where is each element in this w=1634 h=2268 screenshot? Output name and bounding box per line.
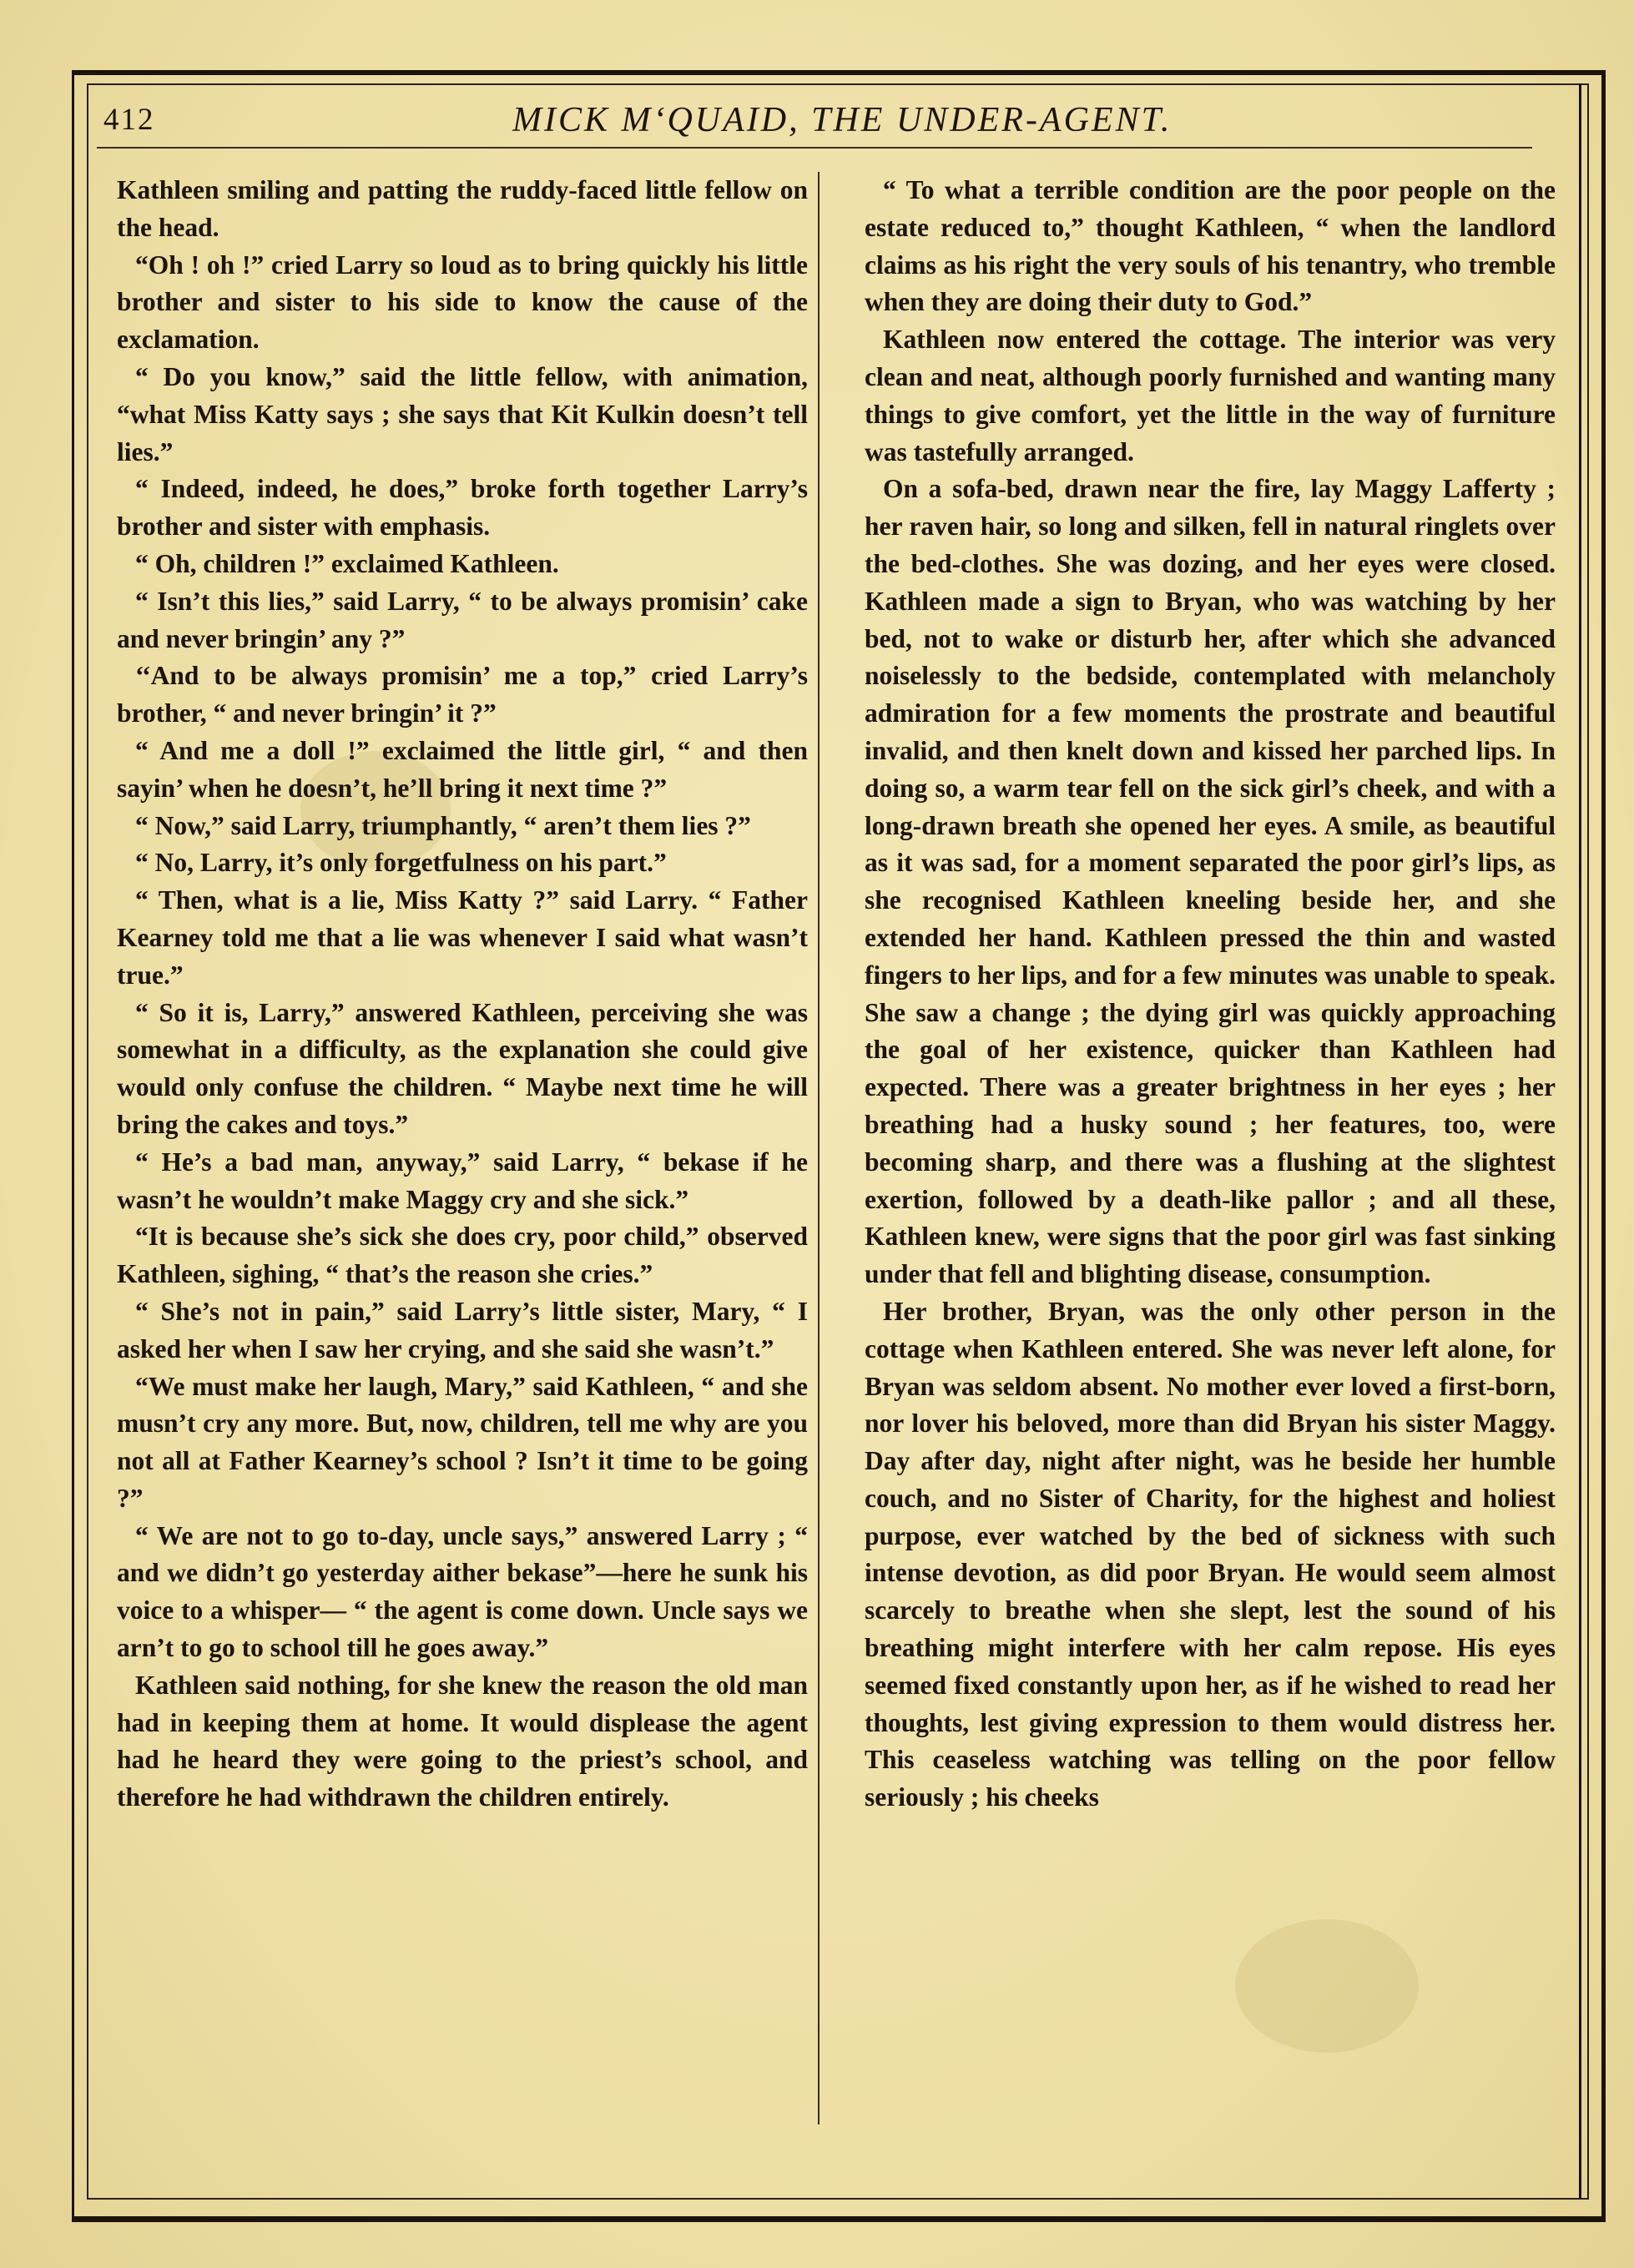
paragraph: “It is because she’s sick she does cry, poor child,” observed Kathleen, sighing, “ that’s the reason she cries.” bbox=[117, 1222, 808, 1289]
paragraph: ‘‘And to be always promisin’ me a top,” cried Larry’s brother, “ and never bringin’ it ?” bbox=[117, 661, 808, 728]
column-divider bbox=[818, 172, 820, 2124]
left-column bbox=[117, 172, 808, 1817]
paragraph: Kathleen smiling and patting the ruddy-faced little fellow on the head. bbox=[117, 175, 808, 242]
header-rule bbox=[97, 147, 1532, 149]
paragraph: “ Indeed, indeed, he does,” broke forth together Larry’s brother and sister with emphasis. bbox=[117, 474, 808, 542]
paragraph: “ Oh, children !” exclaimed Kathleen. bbox=[135, 548, 559, 578]
paragraph: “ Isn’t this lies,” said Larry, “ to be always promisin’ cake and never bringin’ any ?” bbox=[117, 586, 808, 653]
paragraph: “ He’s a bad man, anyway,” said Larry, “ bekase if he wasn’t he wouldn’t make Maggy cry and she sick.” bbox=[117, 1147, 808, 1214]
paragraph: Kathleen said nothing, for she knew the reason the old man had in keeping them at home. It would displease the agent had he heard they were going to the priest’s school, and therefore he had withdrawn the children entirely. bbox=[117, 1670, 808, 1812]
running-title: MICK M‘QUAID, THE UNDER-AGENT. bbox=[512, 101, 1173, 139]
paragraph: “ She’s not in pain,” said Larry’s little sister, Mary, “ I asked her when I saw her crying, and she said she wasn’t.” bbox=[117, 1296, 808, 1363]
paragraph: “ And me a doll !” exclaimed the little girl, “ and then sayin’ when he doesn’t, he’ll bring it next time ?” bbox=[117, 735, 808, 803]
paragraph: “ Now,” said Larry, triumphantly, “ aren’t them lies ?” bbox=[135, 810, 751, 840]
paragraph: “ Do you know,” said the little fellow, with animation, “what Miss Katty says ; she says that Kit Kulkin doesn’t tell lies.” bbox=[117, 361, 808, 466]
right-column bbox=[865, 172, 1556, 1817]
paragraph: “ Then, what is a lie, Miss Katty ?” said Larry. “ Father Kearney told me that a lie was whenever I said what wasn’t true.” bbox=[117, 885, 808, 990]
paragraph: “ To what a terrible condition are the poor people on the estate reduced to,” thought Kathleen, “ when the landlord claims as his right the very souls of his tenantry, who tremble when they are doing their duty to God.” bbox=[865, 175, 1556, 317]
paragraph: “ We are not to go to-day, uncle says,” answered Larry ; “ and we didn’t go yesterday aither bekase”—here he sunk his voice to a whisper— “ the agent is come down. Uncle says we arn’t to go to school till he goes away.” bbox=[117, 1520, 808, 1663]
paragraph: “ No, Larry, it’s only forgetfulness on his part.” bbox=[135, 848, 667, 878]
paragraph: Her brother, Bryan, was the only other person in the cottage when Kathleen entered. She was never left alone, for Bryan was seldom absent. No mother ever loved a first-born, nor lover his beloved, more than did Bryan his sister Maggy. Day after day, night after night, was he beside her humble couch, and no Sister of Charity, for the highest and holiest purpose, ever watched by the bed of sickness with such intense devotion, as did poor Bryan. He would seem almost scarcely to breathe when she slept, lest the sound of his breathing might interfere with her calm repose. His eyes seemed fixed constantly upon her, as if he wished to read her thoughts, lest giving expression to them would distress her. This ceaseless watching was telling on the poor fellow seriously ; his cheeks bbox=[865, 1296, 1556, 1812]
paragraph: Kathleen now entered the cottage. The interior was very clean and neat, although poorly furnished and wanting many things to give comfort, yet the little in the way of furniture was tastefully arranged. bbox=[865, 325, 1556, 466]
paragraph: “We must make her laugh, Mary,” said Kathleen, “ and she musn’t cry any more. But, now, children, tell me why are you not all at Father Kearney’s school ? Isn’t it time to be going ?” bbox=[117, 1371, 808, 1513]
page-number: 412 bbox=[103, 103, 155, 137]
paragraph: “ So it is, Larry,” answered Kathleen, perceiving she was somewhat in a difficulty, as the explanation she could give would only confuse the children. “ Maybe next time he will bring the cakes and toys.” bbox=[117, 997, 808, 1139]
paragraph: On a sofa-bed, drawn near the fire, lay Maggy Lafferty ; her raven hair, so long and silken, fell in natural ringlets over the bed-clothes. She was dozing, and her eyes were closed. Kathleen made a sign to Bryan, who was watching by her bed, not to wake or disturb her, after which she advanced noiselessly to the bedside, contemplated with melancholy admiration for a few moments the prostrate and beautiful invalid, and then knelt down and kissed her parched lips. In doing so, a warm tear fell on the sick girl’s cheek, and with a long-drawn breath she opened her eyes. A smile, as beautiful as it was sad, for a moment separated the poor girl’s lips, as she recognised Kathleen kneeling beside her, and she extended her hand. Kathleen pressed the thin and wasted fingers to her lips, and for a few minutes was unable to speak. She saw a change ; the dying girl was quickly approaching the goal of her existence, quicker than Kathleen had expected. There was a greater brightness in her eyes ; her breathing had a husky sound ; her features, too, were becoming sharp, and there was a flushing at the slightest exertion, followed by a death-like pallor ; and all these, Kathleen knew, were signs that the poor girl was fast sinking under that fell and blighting disease, consumption. bbox=[865, 474, 1556, 1289]
paragraph: “Oh ! oh !” cried Larry so loud as to bring quickly his little brother and sister to his side to know the cause of the exclamation. bbox=[117, 249, 808, 355]
border-rule bbox=[1579, 83, 1581, 2198]
